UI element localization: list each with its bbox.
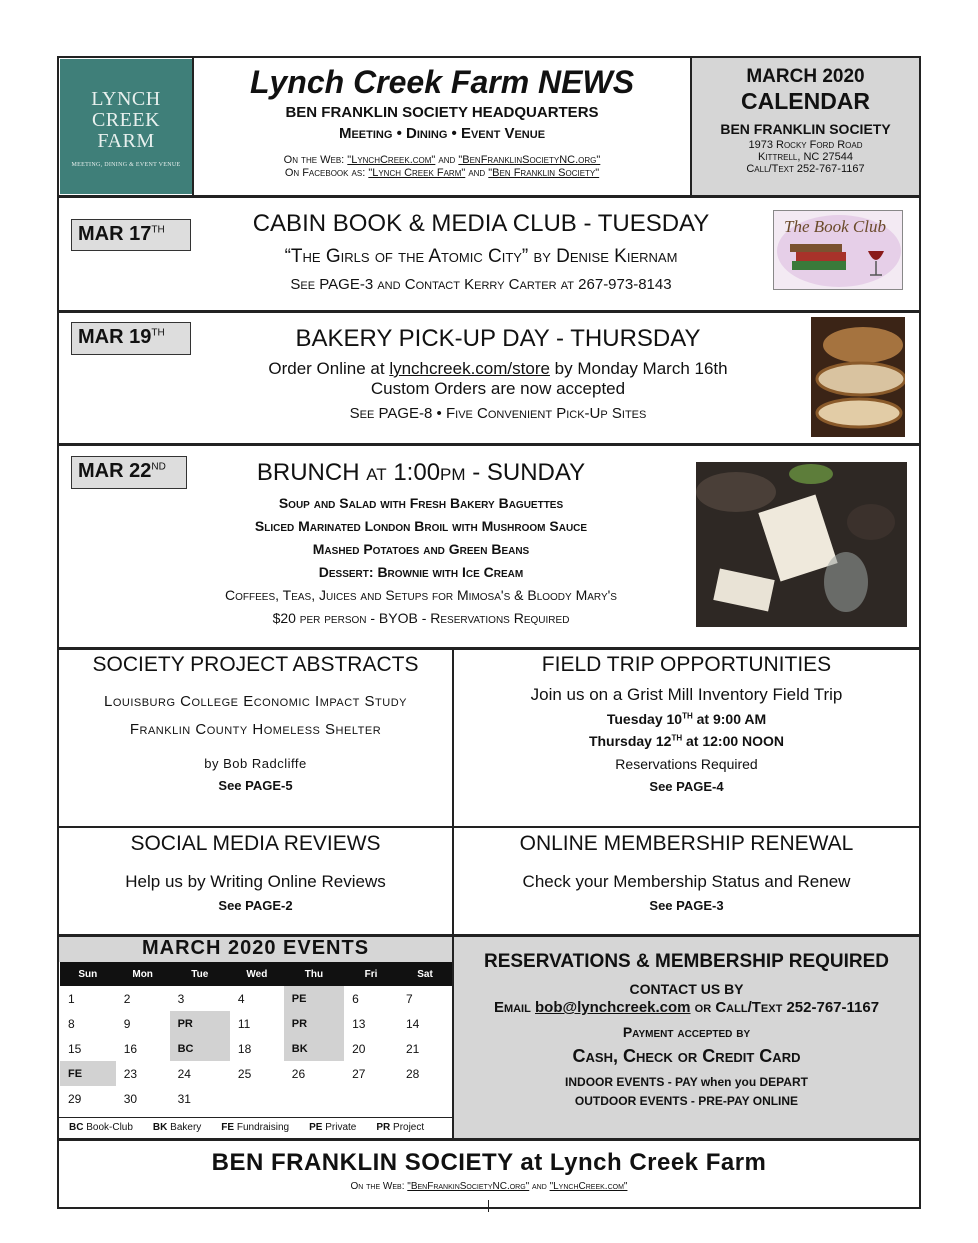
abstract-item-1: Louisburg College Economic Impact Study: [103, 693, 407, 710]
lynchcreek-link[interactable]: "LynchCreek.com": [347, 154, 436, 166]
reservations-phone: 252-767-1167: [786, 999, 880, 1016]
event2-order-post: by Monday March 16th: [549, 359, 728, 378]
newsletter-tagline: Meeting • Dining • Event Venue: [338, 125, 546, 142]
footer-content: [59, 1149, 919, 1192]
abstracts-author: by Bob Radcliffe: [204, 756, 307, 771]
calendar-week: [60, 1011, 452, 1036]
legend-item: FE Fundraising: [221, 1122, 290, 1133]
abstract-item-2: Franklin County Homeless Shelter: [129, 721, 382, 738]
event3-date-sup: ND: [151, 461, 166, 473]
fieldtrip-date2-sup: TH: [671, 733, 683, 743]
fieldtrip-date1-sup: TH: [682, 711, 693, 721]
calendar-day: 3: [177, 991, 185, 1006]
fb-and: and: [465, 167, 489, 179]
fieldtrip-date2-b: at 12:00 NOON: [682, 733, 785, 749]
event3-title-c: SUNDAY: [486, 459, 586, 486]
weekday-thu: Thu: [284, 962, 344, 986]
menu-beverages: Coffees, Teas, Juices and Setups for Mimosa's & Bloody Mary's: [225, 587, 617, 603]
menu-price: $20 per person - BYOB - Reservations Required: [272, 610, 570, 626]
calendar-day: 14: [406, 1016, 420, 1031]
book-club-image: [773, 210, 903, 290]
fieldtrip-see-page: See PAGE-4: [649, 779, 724, 794]
calendar-day: 18: [237, 1041, 252, 1056]
social-line: Help us by Writing Online Reviews: [125, 872, 386, 891]
calendar-week: [60, 986, 452, 1011]
calendar-title: MARCH 2020 EVENTS: [141, 937, 370, 959]
footer-and: and: [529, 1181, 550, 1192]
fieldtrip-date2: [454, 733, 919, 749]
logo-line3: FARM: [97, 130, 155, 152]
legend-item: PR Project: [376, 1122, 425, 1133]
fieldtrip-content: [454, 653, 919, 794]
renewal-content: [454, 832, 919, 913]
header-center: [194, 62, 690, 179]
event2-pickup-sites: See PAGE-8 • Five Convenient Pick-Up Sites: [349, 405, 647, 422]
renewal-line: Check your Membership Status and Renew: [522, 872, 851, 891]
social-see-page: See PAGE-2: [218, 898, 293, 913]
event2-custom-orders: Custom Orders are now accepted: [370, 379, 626, 398]
weekday-sat: Sat: [398, 962, 452, 986]
calendar-day-event: PR: [284, 1011, 344, 1036]
calendar-day: 24: [177, 1066, 191, 1081]
event3-content: [146, 459, 696, 626]
web-line: [194, 154, 690, 166]
outdoor-policy: OUTDOOR EVENTS - PRE-PAY ONLINE: [574, 1094, 799, 1108]
calendar-day-event: PR: [170, 1011, 230, 1036]
store-link[interactable]: lynchcreek.com/store: [389, 359, 550, 378]
footer-title: BEN FRANKLIN SOCIETY at Lynch Creek Farm: [211, 1149, 767, 1176]
calendar-month: MARCH 2020: [746, 66, 865, 87]
abstracts-content: [59, 653, 452, 793]
reservations-title: RESERVATIONS & MEMBERSHIP REQUIRED: [483, 951, 890, 972]
calendar-day: 4: [237, 991, 245, 1006]
fieldtrip-reservations: Reservations Required: [615, 756, 758, 772]
event1-date-badge: [71, 219, 191, 251]
event1-title: CABIN BOOK & MEDIA CLUB - TUESDAY: [252, 210, 710, 237]
facebook-line: [194, 167, 690, 179]
calendar-day: [398, 1086, 452, 1111]
fb-prefix: On Facebook as:: [284, 167, 369, 179]
footer-web-prefix: On the Web:: [350, 1181, 408, 1192]
calendar-day: 1: [68, 991, 75, 1006]
calendar-day: 27: [352, 1066, 366, 1081]
logo-subtitle: MEETING, DINING & EVENT VENUE: [71, 162, 181, 168]
event1-book: “The Girls of the Atomic City” by Denise Kiernam: [284, 246, 678, 267]
calendar-day: 29: [68, 1091, 82, 1106]
calendar-day: 21: [406, 1041, 420, 1056]
bread-icon: [811, 317, 905, 437]
reservations-contact: CONTACT US BY: [629, 981, 744, 997]
calendar-day: 28: [406, 1066, 420, 1081]
calendar-day: 15: [68, 1041, 82, 1056]
calendar-day-event: BC: [170, 1036, 230, 1061]
weekday-sun: Sun: [60, 962, 116, 986]
calendar-weekdays: [60, 962, 452, 986]
abstracts-see-page: See PAGE-5: [218, 778, 293, 793]
calendar-day: 23: [123, 1066, 138, 1081]
calendar-day: 2: [123, 991, 131, 1006]
footer-lynchcreek-link[interactable]: "LynchCreek.com": [549, 1181, 628, 1192]
event3-title-a: BRUNCH: [256, 459, 360, 486]
page-mark: [488, 1200, 489, 1212]
calendar-day: 6: [352, 991, 359, 1006]
payment-methods: Cash, Check or Credit Card: [572, 1046, 801, 1066]
event3-title: [146, 459, 696, 487]
event3-date: MAR 22: [78, 460, 152, 482]
header-phone: Call/Text 252-767-1167: [746, 163, 865, 175]
renewal-title: ONLINE MEMBERSHIP RENEWAL: [519, 832, 854, 855]
calendar-day: 25: [237, 1066, 252, 1081]
renewal-see-page: See PAGE-3: [649, 898, 724, 913]
legend-item: BC Book-Club: [69, 1122, 133, 1133]
indoor-policy: INDOOR EVENTS - PAY when you DEPART: [565, 1075, 808, 1089]
calendar-day: [284, 1086, 344, 1111]
newsletter-title: Lynch Creek Farm NEWS: [249, 64, 635, 100]
calendar-day: 7: [406, 991, 413, 1006]
brunch-table-photo: [696, 462, 907, 627]
web-prefix: On the Web:: [283, 154, 348, 166]
table-setting-icon: [696, 462, 907, 627]
email-post: or Call/Text: [690, 999, 787, 1016]
bread-photo: [811, 317, 905, 437]
event2-date: MAR 19: [78, 326, 152, 348]
calendar-grid: [60, 962, 452, 1111]
web-and: and: [435, 154, 459, 166]
legend-item: PE Private: [309, 1122, 357, 1133]
calendar-day: 30: [123, 1091, 138, 1106]
menu-item-4: Dessert: Brownie with Ice Cream: [318, 564, 524, 580]
fieldtrip-date1-b: at 9:00 AM: [692, 711, 767, 727]
legend-item: BK Bakery: [152, 1122, 202, 1133]
calendar-day-event: PE: [284, 986, 344, 1011]
calendar-day: [230, 1086, 284, 1111]
fieldtrip-date2-a: Thursday 12: [588, 733, 672, 749]
payment-label: Payment accepted by: [622, 1024, 751, 1040]
calendar-day: 31: [177, 1091, 191, 1106]
weekday-wed: Wed: [230, 962, 284, 986]
event2-order-pre: Order Online at: [268, 359, 390, 378]
fieldtrip-date1: [454, 711, 919, 727]
social-title: SOCIAL MEDIA REVIEWS: [130, 832, 381, 855]
fieldtrip-title: FIELD TRIP OPPORTUNITIES: [541, 653, 832, 676]
event2-title: BAKERY PICK-UP DAY - THURSDAY: [295, 325, 701, 352]
society-name: BEN FRANKLIN SOCIETY: [720, 121, 891, 137]
event2-date-badge: [71, 322, 191, 355]
calendar-day: 13: [352, 1016, 366, 1031]
newsletter-subtitle: BEN FRANKLIN SOCIETY HEADQUARTERS: [285, 104, 599, 121]
calendar-day-event: BK: [284, 1036, 344, 1061]
calendar-day: 8: [68, 1016, 75, 1031]
book-club-label: The Book Club: [784, 217, 886, 236]
event2-content: [196, 325, 800, 422]
weekday-tue: Tue: [170, 962, 230, 986]
calendar-day: 20: [352, 1041, 366, 1056]
event3-title-b: at 1:00pm -: [359, 459, 487, 486]
calendar-week: [60, 1061, 452, 1086]
event2-order-line: [196, 359, 800, 379]
calendar-title-bar: [59, 937, 452, 962]
abstracts-title: SOCIETY PROJECT ABSTRACTS: [92, 653, 419, 676]
fieldtrip-date1-a: Tuesday 10: [606, 711, 683, 727]
calendar-day: 11: [237, 1016, 251, 1031]
menu-item-3: Mashed Potatoes and Green Beans: [312, 541, 530, 557]
address-line1: 1973 Rocky Ford Road: [748, 139, 863, 151]
event1-date: MAR 17: [78, 223, 152, 245]
calendar-week: [60, 1036, 452, 1061]
event2-date-sup: TH: [151, 327, 165, 339]
event1-date-sup: TH: [151, 224, 165, 236]
event1-contact: See PAGE-3 and Contact Kerry Carter at 267-973-8143: [290, 276, 672, 293]
footer-web-line: [59, 1181, 919, 1192]
calendar-word: CALENDAR: [740, 88, 871, 114]
email-link[interactable]: bob@lynchcreek.com: [535, 999, 691, 1016]
menu-item-1: Soup and Salad with Fresh Bakery Baguettes: [278, 495, 564, 511]
weekday-fri: Fri: [344, 962, 398, 986]
fb-lynchcreek-link[interactable]: "Lynch Creek Farm": [368, 167, 466, 179]
reservations-email-line: [454, 999, 919, 1016]
calendar-day: 26: [291, 1066, 306, 1081]
fieldtrip-intro: Join us on a Grist Mill Inventory Field Trip: [530, 685, 843, 704]
lynch-creek-logo: [60, 59, 192, 194]
calendar-day: 16: [123, 1041, 138, 1056]
calendar-header-box: [692, 58, 919, 195]
social-content: [59, 832, 452, 913]
email-prefix: Email: [493, 999, 535, 1016]
footer-benfranklin-link[interactable]: "BenFrankinSocietyNC.org": [407, 1181, 530, 1192]
address-line2: Kittrell, NC 27544: [758, 151, 853, 163]
calendar-week: [60, 1086, 452, 1111]
calendar-day: 9: [123, 1016, 131, 1031]
logo-line1: LYNCH: [91, 88, 161, 110]
calendar-day-event: FE: [60, 1061, 116, 1086]
calendar-legend: [59, 1117, 452, 1138]
benfranklin-link[interactable]: "BenFranklinSocietyNC.org": [458, 154, 601, 166]
fb-benfranklin-link[interactable]: "Ben Franklin Society": [488, 167, 600, 179]
reservations-content: [454, 951, 919, 1108]
event1-content: [196, 210, 766, 293]
menu-item-2: Sliced Marinated London Broil with Mushroom Sauce: [254, 518, 588, 534]
logo-line2: CREEK: [91, 109, 161, 131]
calendar-day: [344, 1086, 398, 1111]
weekday-mon: Mon: [116, 962, 170, 986]
